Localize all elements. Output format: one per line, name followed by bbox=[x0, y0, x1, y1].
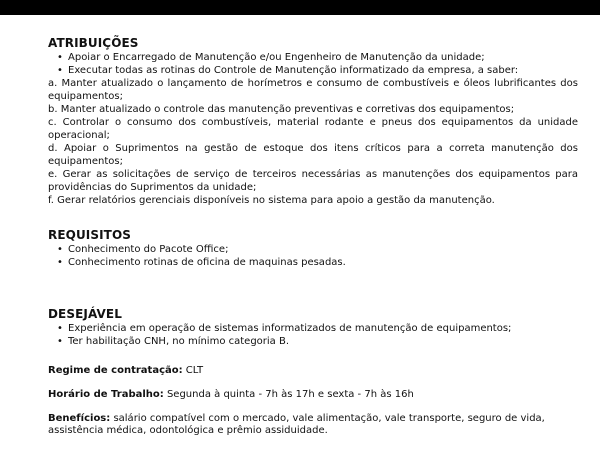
list-item: • Conhecimento do Pacote Office; bbox=[48, 243, 578, 256]
section-title-desejavel: DESEJÁVEL bbox=[48, 307, 122, 321]
atribuicoes-bullets bbox=[48, 51, 578, 77]
atribuicao-item-c: c. Controlar o consumo dos combustíveis, material rodante e pneus dos equipamentos da unidade operacional; bbox=[48, 117, 578, 141]
atribuicao-item-a: a. Manter atualizado o lançamento de horímetros e consumo de combustíveis e óleos lubrificantes dos equipamentos; bbox=[48, 78, 578, 102]
desejavel-bullets bbox=[48, 322, 578, 348]
top-dark-bar bbox=[0, 0, 600, 15]
atribuicao-item-d: d. Apoiar o Suprimentos na gestão de estoque dos itens críticos para a correta manutenção dos equipamentos; bbox=[48, 143, 578, 167]
list-item: • Executar todas as rotinas do Controle de Manutenção informatizado da empresa, a saber: bbox=[48, 64, 578, 77]
spacer bbox=[48, 348, 578, 365]
beneficios-label: Benefícios: bbox=[48, 413, 111, 424]
horario-value: Segunda à quinta - 7h às 17h e sexta - 7h às 16h bbox=[163, 389, 414, 400]
regime-label: Regime de contratação: bbox=[48, 365, 183, 376]
spacer bbox=[48, 377, 578, 389]
spacer bbox=[48, 269, 578, 307]
beneficios-value: salário compatível com o mercado, vale alimentação, vale transporte, seguro de vida, assistência médica, odontológica e prêmio assiduidade. bbox=[48, 413, 545, 436]
list-item: • Experiência em operação de sistemas informatizados de manutenção de equipamentos; bbox=[48, 322, 578, 335]
regime-field bbox=[48, 365, 578, 377]
atribuicao-item-f: f. Gerar relatórios gerenciais disponíveis no sistema para apoio a gestão da manutenção. bbox=[48, 195, 495, 206]
section-title-requisitos: REQUISITOS bbox=[48, 228, 131, 242]
atribuicao-item-e: e. Gerar as solicitações de serviço de terceiros necessárias as manutenções dos equipamentos para providências do Suprimentos da unidade; bbox=[48, 169, 578, 193]
list-item: • Conhecimento rotinas de oficina de maquinas pesadas. bbox=[48, 256, 578, 269]
horario-field bbox=[48, 389, 578, 401]
list-item: • Apoiar o Encarregado de Manutenção e/ou Engenheiro de Manutenção da unidade; bbox=[48, 51, 578, 64]
section-title-atribuicoes: ATRIBUIÇÕES bbox=[48, 36, 139, 50]
beneficios-field bbox=[48, 413, 578, 437]
horario-label: Horário de Trabalho: bbox=[48, 389, 164, 400]
list-item: • Ter habilitação CNH, no mínimo categoria B. bbox=[48, 335, 578, 348]
regime-value: CLT bbox=[182, 365, 204, 376]
job-description bbox=[48, 36, 578, 437]
spacer bbox=[48, 207, 578, 228]
requisitos-bullets bbox=[48, 243, 578, 269]
spacer bbox=[48, 401, 578, 413]
atribuicao-item-b: b. Manter atualizado o controle das manutenção preventivas e corretivas dos equipamentos; bbox=[48, 104, 515, 115]
